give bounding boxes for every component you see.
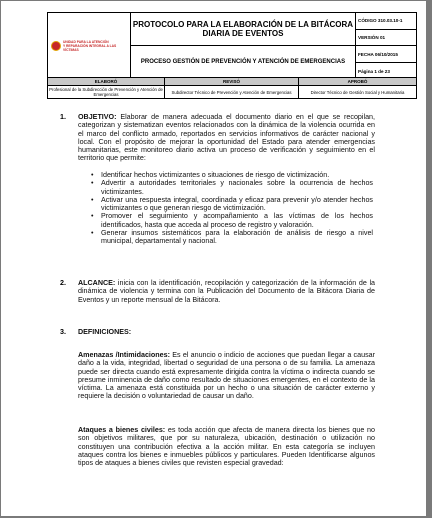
org-name-line-1: UNIDAD PARA LA ATENCIÓN: [63, 40, 109, 44]
definition-text: es toda acción que afecta de manera directa los bienes que no son objetivos militares, que por su naturaleza, ubicación, destinación o utilización no constituyen una contribución efectiva a la acción militar. En esta categoría se incluyen ataques contra los bienes e inmuebles públicos y particulares. Pueden Identificarse algunos tipos de ataques a bienes civiles que revisten especial gravedad:: [78, 426, 375, 468]
document-date: FECHA 06/10/2015: [356, 46, 417, 63]
document-title: PROTOCOLO PARA LA ELABORACIÓN DE LA BITÁCORA DIARIA DE EVENTOS: [131, 13, 356, 46]
section-3-label: DEFINICIONES:: [78, 328, 132, 336]
document-version: VERSIÓN 01: [356, 29, 417, 46]
list-item: • Generar insumos sistemáticos para la elaboración de análisis de riesgo a nivel municipal, departamental y nacional.: [91, 229, 373, 246]
definition-term: Amenazas /Intimidaciones:: [78, 351, 170, 359]
process-name: PROCESO GESTIÓN DE PREVENCIÓN Y ATENCIÓN DE EMERGENCIAS: [131, 46, 356, 80]
document-code: CÓDIGO 310.03.10-1: [356, 13, 417, 30]
signature-header-aprobo: APROBÓ: [299, 78, 417, 86]
logo-cell: [48, 13, 131, 80]
definition-ataques: [78, 426, 375, 467]
section-1-paragraph: [78, 113, 375, 163]
coat-of-arms-icon: [51, 41, 61, 51]
document-header-table: [47, 12, 417, 80]
objective-bullet-list: [91, 171, 373, 246]
organization-logo: [48, 40, 130, 52]
signature-role-reviso: Subdirector Técnico de Prevención y Atención de Emergencias: [165, 86, 299, 99]
section-1-text: Elaborar de manera adecuada el documento diario en el que se recopilan, categorizan y sistematizan eventos relacionados con la dinámica de la violencia ocurrida en el marco del conflicto armado, reportados en servicios informativos de carácter nacional y local. Con el propósito de mejorar la oportunidad del Estado para atender emergencias humanitarias, este monitoreo diario activa un proceso de verificación y seguimiento en el territorio que permite:: [78, 113, 375, 163]
section-3-number: 3.: [60, 328, 66, 336]
section-2-number: 2.: [60, 279, 66, 287]
list-item: • Promover el seguimiento y acompañamiento a las víctimas de los hechos identificados, hasta que acceda al proceso de registro y valoración.: [91, 212, 373, 229]
page-count: Página 1 de 23: [356, 63, 417, 80]
signature-table: [47, 77, 417, 99]
document-page: [1, 1, 426, 516]
bullet-icon: •: [91, 229, 94, 238]
signature-header-elaboro: ELABORÓ: [48, 78, 165, 86]
bullet-icon: •: [91, 171, 94, 179]
section-2-paragraph: [78, 279, 375, 304]
bullet-icon: •: [91, 212, 94, 221]
list-item: • Activar una respuesta integral, coordinada y eficaz para prevenir y/o atender hechos victimizantes o que generan riesgo de victimización.: [91, 195, 373, 213]
definition-text: Es el anuncio o indicio de acciones que puedan llegar a causar daño a la vida, integridad, libertad o seguridad de una persona o de su familia. La amenaza puede ser directa cuando está expresamente dirigida contra la víctima o indirecta cuando se presume inminencia de daño como resultado de situaciones emergentes, en el contexto de la víctima. La amenaza está constituida por un hecho o una situación de carácter externo y requiere la decisión o voluntariedad de causar un daño.: [78, 351, 375, 401]
list-item: • Advertir a autoridades territoriales y nacionales sobre la ocurrencia de hechos victimizantes.: [91, 179, 373, 196]
bullet-icon: •: [91, 179, 94, 188]
section-2-text: inicia con la identificación, recopilación y categorización de la información de la dinámica de violencia y termina con la Publicación del Documento de la Bitácora Diaria de Eventos y un reporte mensual de la Bitácora.: [78, 279, 376, 304]
org-name-line-2: Y REPARACIÓN INTEGRAL A LAS VÍCTIMAS: [63, 44, 117, 52]
section-1-number: 1.: [60, 113, 66, 121]
section-2-label: ALCANCE:: [78, 279, 116, 287]
bullet-icon: •: [91, 195, 94, 204]
signature-role-elaboro: Profesional de la Subdirección de Prevención y Atención de Emergencias: [49, 87, 163, 97]
definition-amenazas: [78, 351, 375, 401]
section-1-label: OBJETIVO:: [78, 113, 117, 121]
definition-term: Ataques a bienes civiles:: [78, 426, 166, 434]
signature-role-aprobo: Director Técnico de Gestión Social y Humanitaria: [299, 86, 417, 99]
list-item: • Identificar hechos victimizantes o situaciones de riesgo de victimización.: [91, 171, 330, 179]
signature-header-reviso: REVISÓ: [165, 78, 299, 86]
